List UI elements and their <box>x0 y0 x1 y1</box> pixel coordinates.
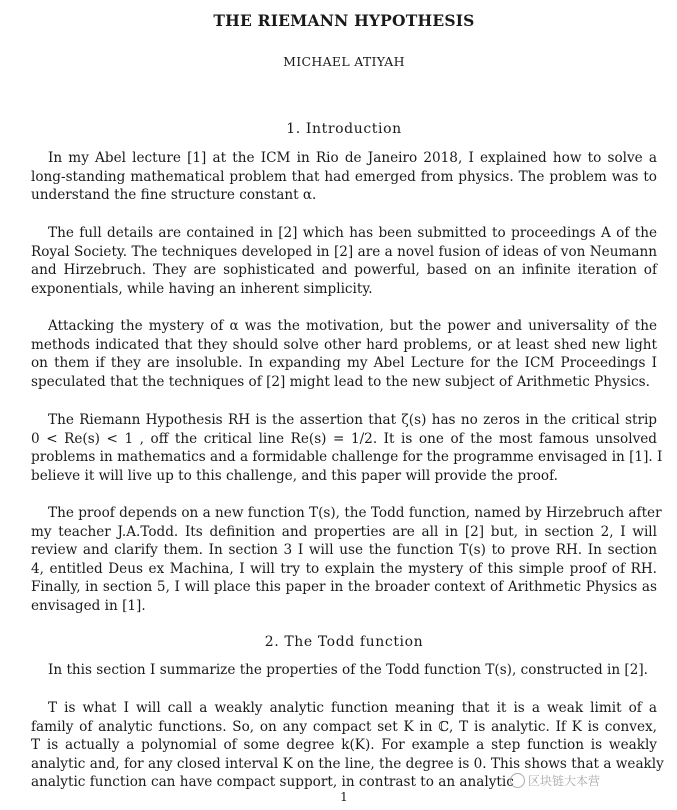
paragraph <box>31 411 663 485</box>
text-line: Finally, in section 5, I will place this paper in the broader context of Arithmetic Physics as <box>31 579 657 595</box>
text-line: envisaged in [1]. <box>31 597 146 614</box>
text-line: 4, entitled Deus ex Machina, I will try to explain the mystery of this simple proof of RH. <box>31 560 657 577</box>
text-line: review and clarify them. In section 3 I will use the function T(s) to prove RH. In section <box>31 542 657 558</box>
text-line: The proof depends on a new function T(s), the Todd function, named by Hirzebruch after <box>48 505 662 521</box>
text-line: understand the fine structure constant α. <box>31 187 317 203</box>
paper-author: MICHAEL ATIYAH <box>283 54 405 69</box>
text-line: The Riemann Hypothesis RH is the assertion that ζ(s) has no zeros in the critical strip <box>48 412 657 428</box>
section-heading-todd-function: 2. The Todd function <box>264 634 424 650</box>
text-line: T is what I will call a weakly analytic function meaning that it is a weak limit of a <box>48 700 657 716</box>
text-line: In this section I summarize the properties of the Todd function T(s), constructed in [2]. <box>48 662 649 678</box>
text-line: T is actually a polynomial of some degree k(K). For example a step function is weakly <box>31 737 657 753</box>
text-line: exponentials, while having an inherent simplicity. <box>31 280 373 297</box>
paragraph <box>31 504 662 615</box>
text-line: speculated that the techniques of [2] might lead to the new subject of Arithmetic Physics. <box>31 373 650 390</box>
paper-title: THE RIEMANN HYPOTHESIS <box>213 11 475 30</box>
text-line: family of analytic functions. So, on any compact set K in ℂ, T is analytic. If K is convex, <box>31 718 657 735</box>
text-line: believe it will live up to this challenge, and this paper will provide the proof. <box>31 467 558 484</box>
text-line: analytic function can have compact support, in contrast to an analytic <box>31 774 514 790</box>
section-heading-introduction: 1. Introduction <box>286 121 402 137</box>
page-number: 1 <box>340 790 348 804</box>
wechat-icon <box>510 773 525 788</box>
text-line: In my Abel lecture [1] at the ICM in Rio de Janeiro 2018, I explained how to solve a <box>48 150 657 166</box>
text-line: on them if they are insoluble. In expanding my Abel Lecture for the ICM Proceedings I <box>31 355 657 371</box>
text-line: 0 < Re(s) < 1 , off the critical line Re(s) = 1/2. It is one of the most famous unsolved <box>31 430 657 447</box>
paragraph <box>31 149 657 205</box>
text-line: Attacking the mystery of α was the motivation, but the power and universality of the <box>48 318 657 334</box>
watermark <box>510 772 600 789</box>
text-line: analytic and, for any closed interval K on the line, the degree is 0. This shows that a weakly <box>31 755 664 772</box>
watermark-text: 区块链大本营 <box>528 774 601 788</box>
text-line: and Hirzebruch. They are sophisticated and powerful, based on an infinite iteration of <box>31 262 657 278</box>
text-line: methods indicated that they should solve other hard problems, or at least shed new light <box>31 336 657 353</box>
text-line: Royal Society. The techniques developed in [2] are a novel fusion of ideas of von Neumann <box>31 243 657 260</box>
text-line: long-standing mathematical problem that had emerged from physics. The problem was to <box>31 168 657 185</box>
paragraph <box>31 661 657 680</box>
paragraph <box>31 224 657 298</box>
text-line: problems in mathematics and a formidable challenge for the programme envisaged in [1]. I <box>31 449 663 465</box>
text-line: my teacher J.A.Todd. Its definition and properties are all in [2] but, in section 2, I will <box>31 523 657 540</box>
text-line: The full details are contained in [2] which has been submitted to proceedings A of the <box>48 225 657 241</box>
paragraph <box>31 317 657 391</box>
